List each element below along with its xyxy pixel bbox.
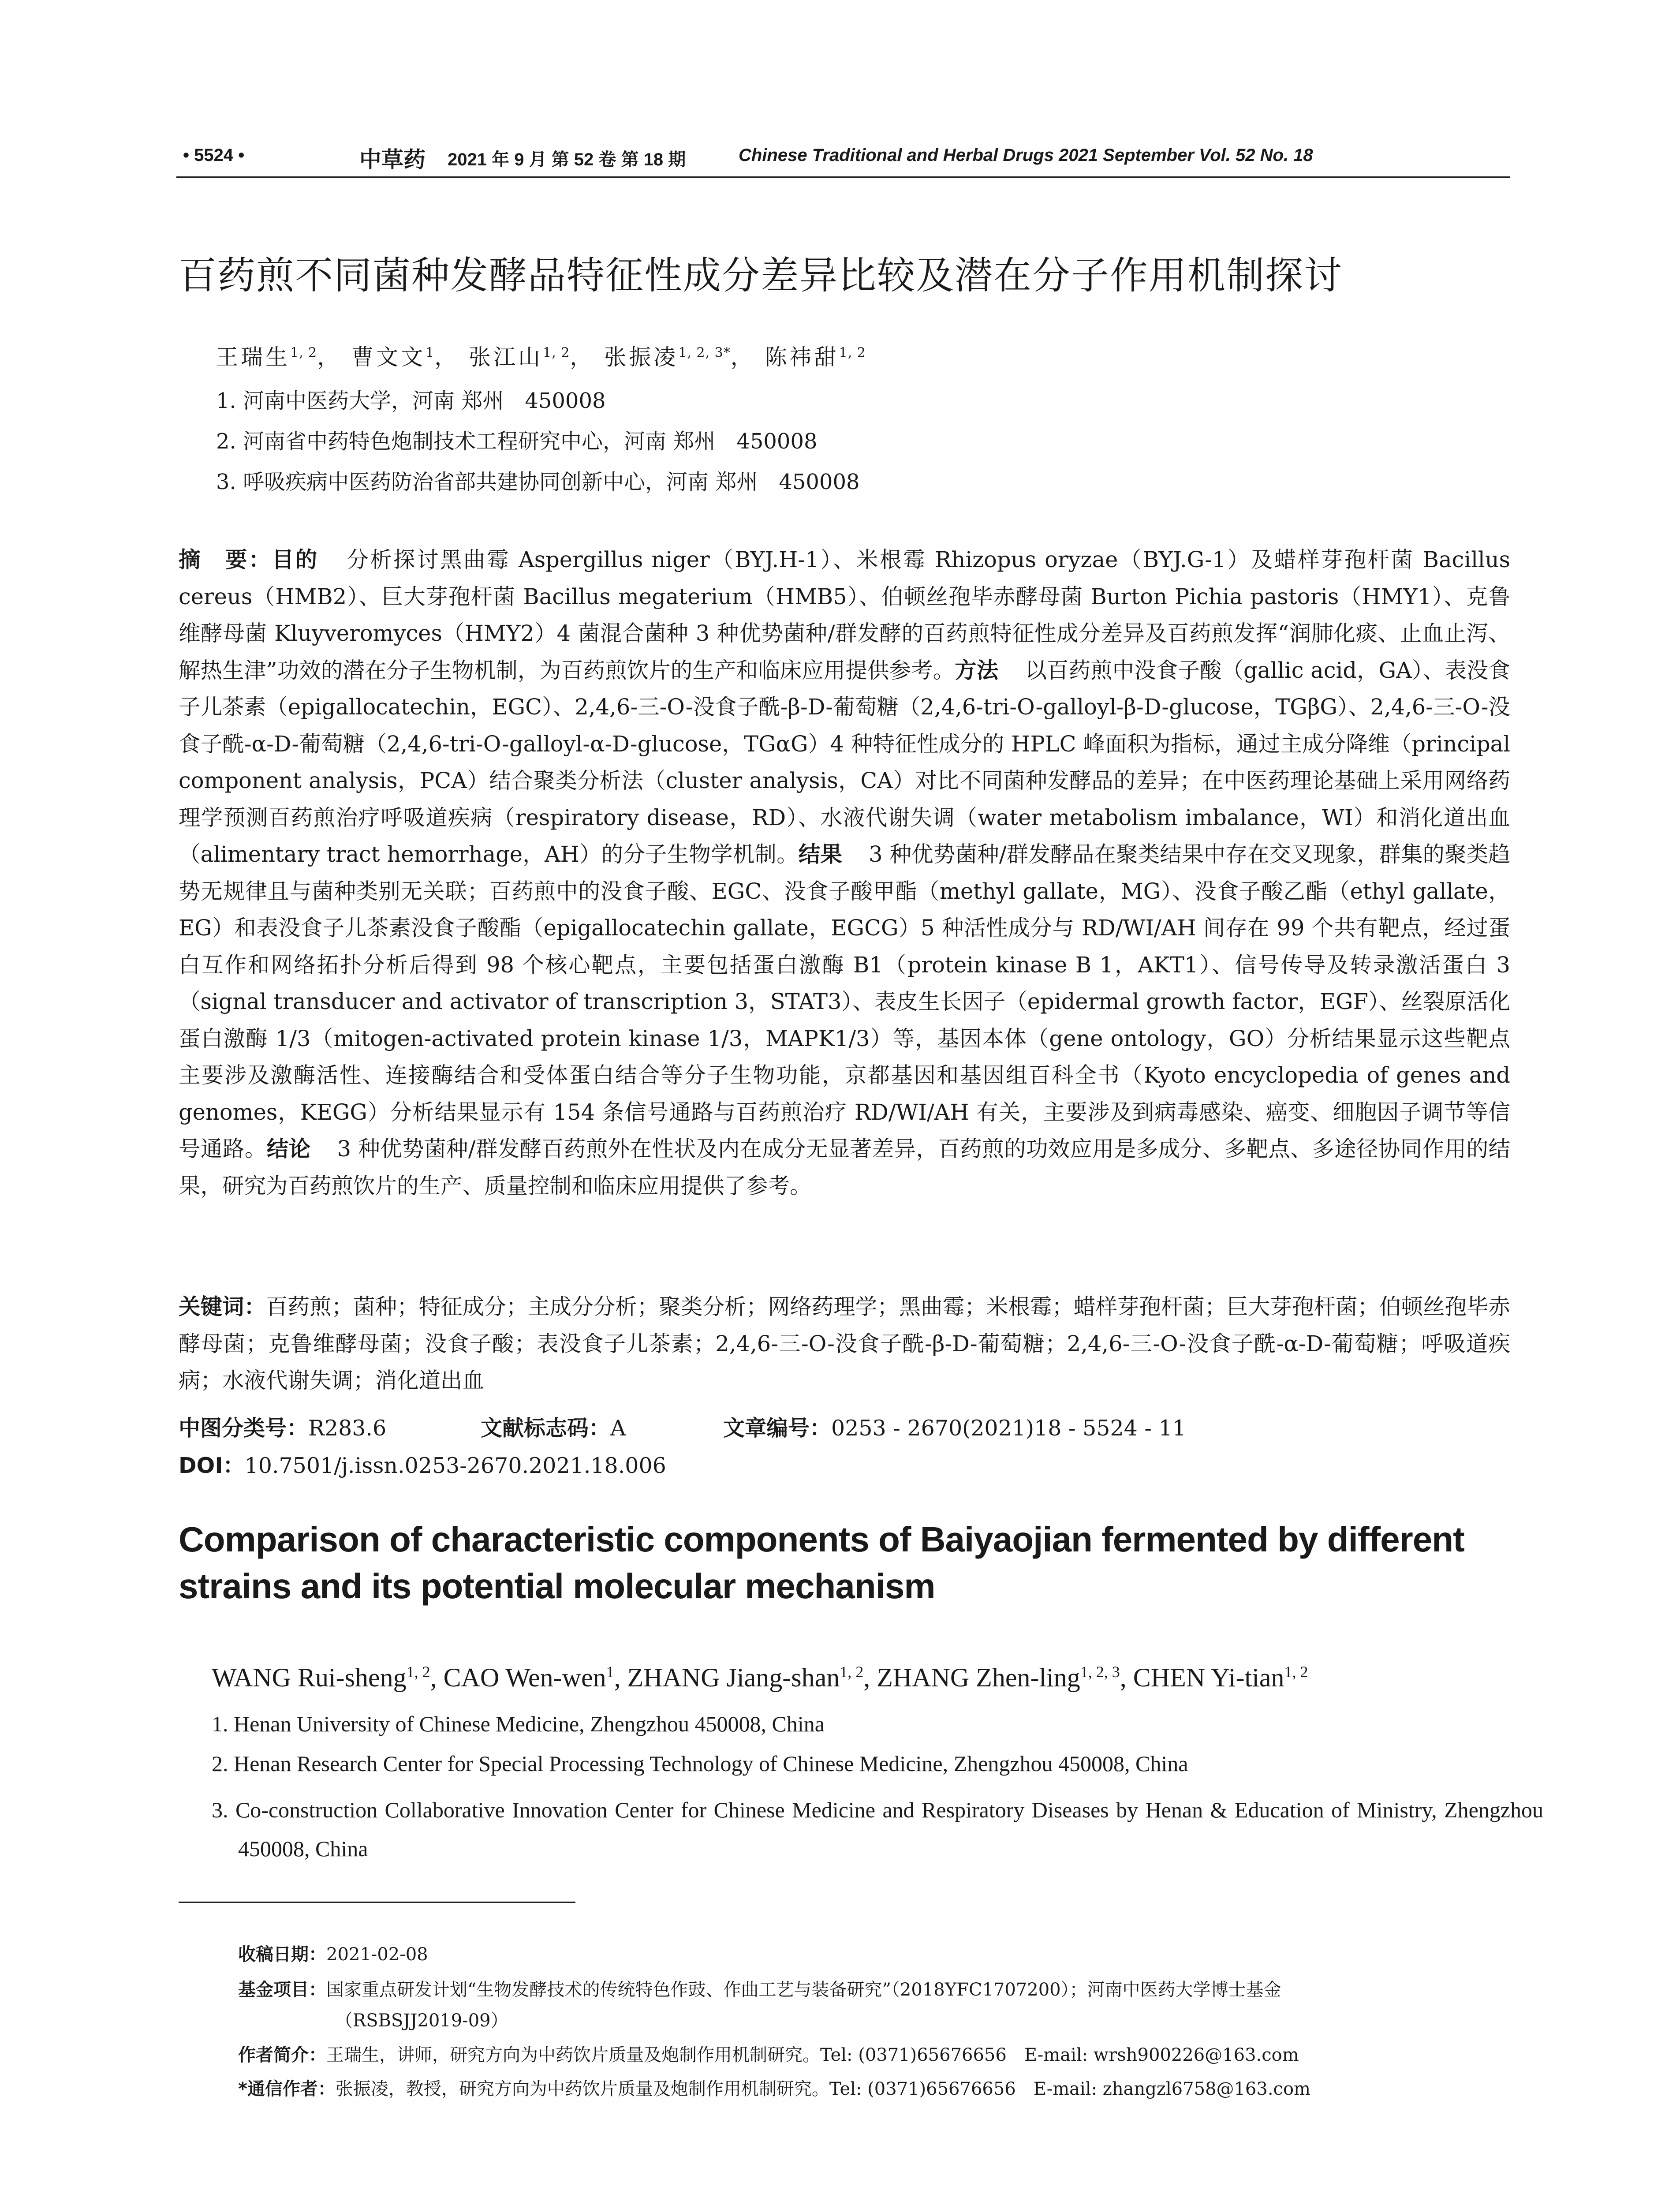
- article-title-cn: 百药煎不同菌种发酵品特征性成分差异比较及潜在分子作用机制探讨: [179, 254, 1343, 298]
- author-name: 王瑞生: [216, 344, 290, 370]
- abstract-conclusion: 3 种优势菌种/群发酵百药煎外在性状及内在成分无显著差异，百药煎的功效应用是多成分、多靶点、多途径协同作用的结果，研究为百药煎饮片的生产、质量控制和临床应用提供了参考。: [179, 1136, 1511, 1199]
- author-name: ZHANG Jiang-shan: [627, 1663, 840, 1692]
- issue-info-cn: 2021 年 9 月 第 52 卷 第 18 期: [448, 150, 686, 169]
- author-separator: ，: [570, 344, 595, 370]
- author-list-cn: [216, 340, 866, 371]
- header-rule: [176, 176, 1510, 178]
- received-value: 2021-02-08: [326, 1944, 428, 1965]
- author-separator: ，: [434, 344, 459, 370]
- keywords-text: 百药煎；菌种；特征成分；主成分分析；聚类分析；网络药理学；黑曲霉；米根霉；蜡样芽孢杆菌；巨大芽孢杆菌；伯顿丝孢毕赤酵母菌；克鲁维酵母菌；没食子酸；表没食子儿茶素；2,4,6-三-O-没食子酰-β-D-葡萄糖；2,4,6-三-O-没食子酰-α-D-葡萄糖；呼吸道疾病；水液代谢失调；消化道出血: [179, 1294, 1511, 1393]
- author-bio-label: 作者简介：: [238, 2045, 326, 2065]
- document-code: [481, 1411, 626, 1442]
- doc-label: 文献标志码：: [481, 1416, 611, 1441]
- footnote-rule: [179, 1902, 575, 1903]
- received-date: [238, 1940, 428, 1966]
- author-affiliation-marker: 1, 2, 3: [1080, 1663, 1120, 1681]
- author-affiliation-marker: 1, 2: [1284, 1663, 1308, 1681]
- author-affiliation-marker: 1, 2: [406, 1663, 430, 1681]
- author-separator: ，: [730, 344, 755, 370]
- affiliation-en: 3. Co-construction Collaborative Innovation Center for Chinese Medicine and Respiratory Diseases by Henan & Education of Ministry, Zhengzhou 450008, China: [212, 1798, 1543, 1861]
- author-bio-value: 王瑞生，讲师，研究方向为中药饮片质量及炮制作用机制研究。Tel: (0371)65676656 E-mail: wrsh900226@163.com: [326, 2045, 1299, 2065]
- doi-line: [179, 1449, 666, 1480]
- keywords-label: 关键词：: [179, 1294, 266, 1319]
- corresponding-label: *通信作者：: [238, 2079, 336, 2099]
- affiliation-cn: 3. 呼吸疾病中医药防治省部共建协同创新中心，河南 郑州 450008: [216, 470, 860, 494]
- author-separator: ,: [863, 1663, 877, 1692]
- article-number: [723, 1411, 1186, 1442]
- abstract-objective: 分析探讨黑曲霉 Aspergillus niger（BYJ.H-1）、米根霉 Rhizopus oryzae（BYJ.G-1）及蜡样芽孢杆菌 Bacillus cereus（HMB2）、巨大芽孢杆菌 Bacillus megaterium（HMB5）、伯顿丝孢毕赤酵母菌 Burton Pichia pastoris（HMY1）、克鲁维酵母菌 Kluyveromyces（HMY2）4 菌混合菌种 3 种优势菌种/群发酵的百药煎特征性成分差异及百药煎发挥“润肺化痰、止血止泻、解热生津”功效的潜在分子生物机制，为百药煎饮片的生产和临床应用提供参考。: [179, 547, 1511, 683]
- keywords: [179, 1289, 1510, 1399]
- author-name: ZHANG Zhen-ling: [877, 1663, 1080, 1692]
- author-separator: ,: [614, 1663, 627, 1692]
- doi-value: 10.7501/j.issn.0253-2670.2021.18.006: [244, 1453, 666, 1478]
- affiliation-en: 2. Henan Research Center for Special Processing Technology of Chinese Medicine, Zhengzhou 450008, China: [212, 1751, 1188, 1776]
- fund-info-continued: （RSBSJJ2019-09）: [335, 2011, 508, 2031]
- author-bio: [238, 2041, 1299, 2066]
- author-name: 张振凌: [604, 344, 679, 370]
- abstract-label: 摘 要：: [179, 547, 272, 572]
- author-affiliation-marker: 1, 2: [290, 345, 317, 361]
- conclusion-label: 结论: [266, 1136, 311, 1162]
- author-name: WANG Rui-sheng: [212, 1663, 407, 1692]
- author-separator: ,: [1120, 1663, 1133, 1692]
- fund-info: [238, 1976, 1281, 2001]
- objective-label: 目的: [272, 547, 319, 572]
- page-number: • 5524 •: [183, 146, 245, 165]
- abstract: [179, 542, 1510, 1204]
- author-name: CAO Wen-wen: [443, 1663, 606, 1692]
- journal-name-cn: 中草药: [359, 146, 426, 172]
- author-separator: ,: [430, 1663, 444, 1692]
- author-affiliation-marker: 1, 2: [543, 345, 570, 361]
- running-header: [183, 146, 1510, 176]
- doc-value: A: [610, 1416, 626, 1441]
- corresponding-author: [238, 2075, 1310, 2100]
- affiliation-en: 1. Henan University of Chinese Medicine, Zhengzhou 450008, China: [212, 1712, 825, 1736]
- received-label: 收稿日期：: [238, 1944, 326, 1965]
- abstract-result: 3 种优势菌种/群发酵品在聚类结果中存在交叉现象，群集的聚类趋势无规律且与菌种类别无关联；百药煎中的没食子酸、EGC、没食子酸甲酯（methyl gallate，MG）、没食子酸乙酯（ethyl gallate，EG）和表没食子儿茶素没食子酸酯（epigallocatechin gallate，EGCG）5 种活性成分与 RD/WI/AH 间存在 99 个共有靶点，经过蛋白互作和网络拓扑分析后得到 98 个核心靶点，主要包括蛋白激酶 B1（protein kinase B 1，AKT1）、信号传导及转录激活蛋白 3（signal transducer and activator of transcription 3，STAT3）、表皮生长因子（epidermal growth factor，EGF）、丝裂原活化蛋白激酶 1/3（mitogen-activated protein kinase 1/3，MAPK1/3）等，基因本体（gene ontology，GO）分析结果显示这些靶点主要涉及激酶活性、连接酶结合和受体蛋白结合等分子生物功能，京都基因和基因组百科全书（Kyoto encyclopedia of genes and genomes，KEGG）分析结果显示有 154 条信号通路与百药煎治疗 RD/WI/AH 有关，主要涉及到病毒感染、癌变、细胞因子调节等信号通路。: [179, 841, 1511, 1162]
- article-value: 0253 - 2670(2021)18 - 5524 - 11: [831, 1416, 1186, 1441]
- author-affiliation-marker: 1, 2: [839, 345, 866, 361]
- author-list-en: [212, 1663, 1308, 1693]
- author-name: 张江山: [469, 344, 543, 370]
- fund-label: 基金项目：: [238, 1980, 326, 2000]
- method-label: 方法: [955, 657, 999, 683]
- clc-value: R283.6: [308, 1416, 387, 1441]
- journal-name-en: Chinese Traditional and Herbal Drugs 2021 September Vol. 52 No. 18: [739, 146, 1313, 165]
- affiliation-cn: 1. 河南中医药大学，河南 郑州 450008: [216, 389, 606, 413]
- author-affiliation-marker: 1, 2, 3*: [678, 345, 731, 361]
- corresponding-value: 张振凌，教授，研究方向为中药饮片质量及炮制作用机制研究。Tel: (0371)65676656 E-mail: zhangzl6758@163.com: [335, 2079, 1310, 2099]
- author-separator: ，: [317, 344, 342, 370]
- author-name: CHEN Yi-tian: [1133, 1663, 1284, 1692]
- author-affiliation-marker: 1: [426, 345, 435, 361]
- fund-value: 国家重点研发计划“生物发酵技术的传统特色作豉、作曲工艺与装备研究”（2018YFC1707200）；河南中医药大学博士基金: [326, 1980, 1281, 2000]
- article-label: 文章编号：: [723, 1416, 832, 1441]
- article-title-en: Comparison of characteristic components of Baiyaojian fermented by different strains and its potential molecular mechanism: [179, 1520, 1464, 1606]
- author-name: 陈祎甜: [765, 344, 839, 370]
- affiliation-cn: 2. 河南省中药特色炮制技术工程研究中心，河南 郑州 450008: [216, 429, 818, 454]
- clc-label: 中图分类号：: [179, 1416, 309, 1441]
- classification-line: [179, 1411, 386, 1442]
- author-affiliation-marker: 1: [606, 1663, 614, 1681]
- abstract-method: 以百药煎中没食子酸（gallic acid，GA）、表没食子儿茶素（epigallocatechin，EGC）、2,4,6-三-O-没食子酰-β-D-葡萄糖（2,4,6-tri-O-galloyl-β-D-glucose，TGβG）、2,4,6-三-O-没食子酰-α-D-葡萄糖（2,4,6-tri-O-galloyl-α-D-glucose，TGαG）4 种特征性成分的 HPLC 峰面积为指标，通过主成分降维（principal component analysis，PCA）结合聚类分析法（cluster analysis，CA）对比不同菌种发酵品的差异；在中医药理论基础上采用网络药理学预测百药煎治疗呼吸道疾病（respiratory disease，RD）、水液代谢失调（water metabolism imbalance，WI）和消化道出血（alimentary tract hemorrhage，AH）的分子生物学机制。: [179, 657, 1510, 867]
- author-name: 曹文文: [351, 344, 426, 370]
- author-affiliation-marker: 1, 2: [840, 1663, 864, 1681]
- doi-label: DOI：: [179, 1453, 245, 1478]
- result-label: 结果: [798, 841, 843, 867]
